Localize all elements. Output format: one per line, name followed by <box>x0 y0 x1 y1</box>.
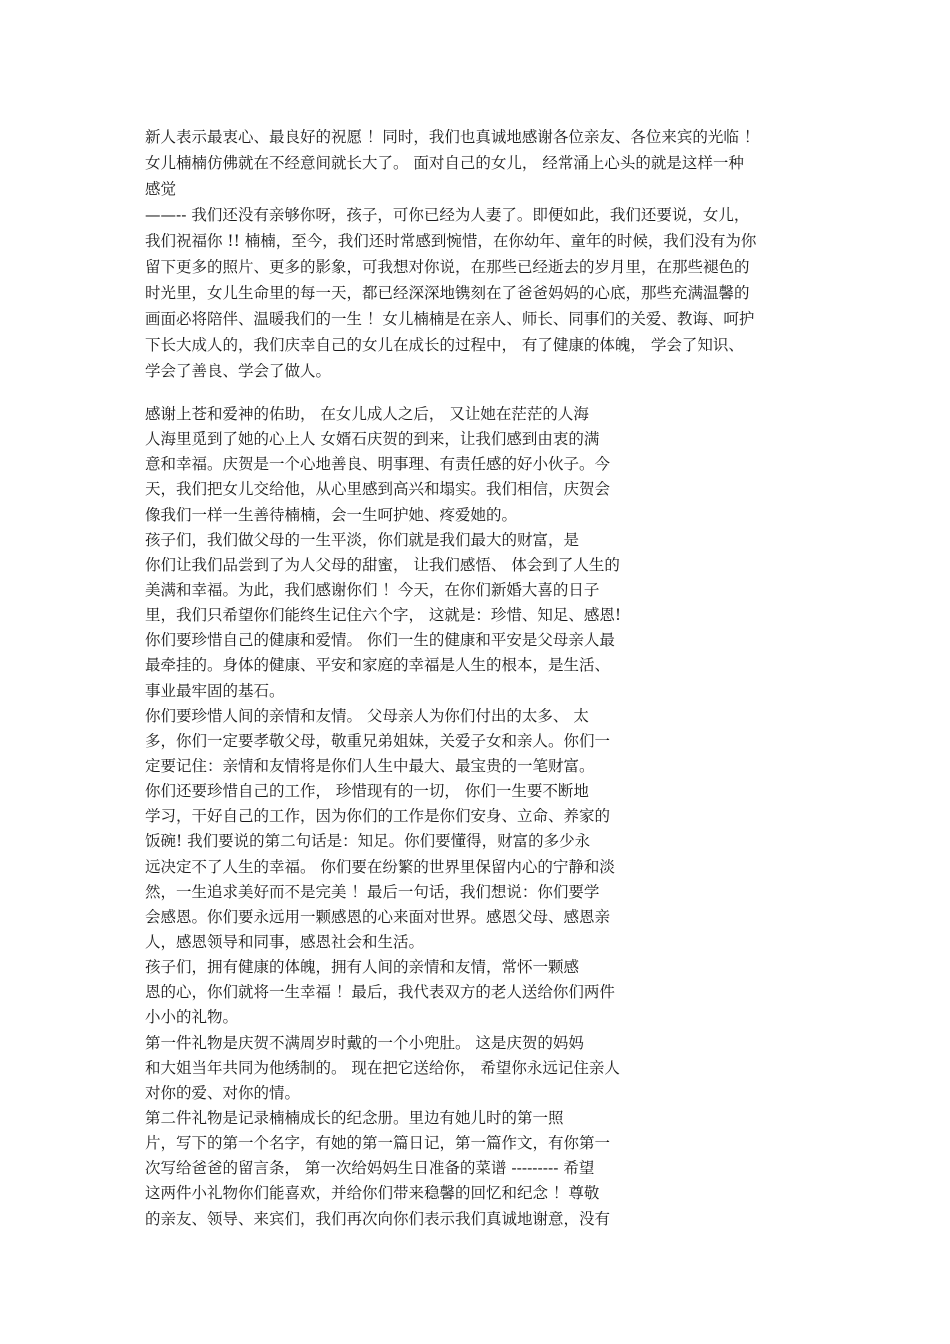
paragraph-1 <box>145 124 825 384</box>
text-line: 多，你们一定要孝敬父母，敬重兄弟姐妹，关爱子女和亲人。你们一 <box>145 731 611 750</box>
text-line: 人海里觅到了她的心上人 女婿石庆贺的到来，让我们感到由衷的满 <box>145 430 600 449</box>
text-line: 定要记住：亲情和友情将是你们人生中最大、最宝贵的一笔财富。 <box>145 756 595 775</box>
text-line: 饭碗! 我们要说的第二句话是：知足。你们要懂得，财富的多少永 <box>145 832 591 851</box>
text-line: 你们要珍惜自己的健康和爱情。 你们一生的健康和平安是父母亲人最 <box>145 631 615 650</box>
text-line: 远决定不了人生的幸福。 你们要在纷繁的世界里保留内心的宁静和淡 <box>145 857 615 876</box>
text-line: 片，写下的第一个名字，有她的第一篇日记，第一篇作文，有你第一 <box>145 1134 611 1153</box>
text-line: 感谢上苍和爱神的佑助， 在女儿成人之后， 又让她在茫茫的人海 <box>145 405 589 423</box>
text-line: 恩的心，你们就将一生幸福 ！最后，我代表双方的老人送给你们两件 <box>145 983 615 1002</box>
paragraph-2 <box>145 402 685 1232</box>
text-line: 对你的爱、对你的情。 <box>145 1083 301 1102</box>
text-line: 的亲友、领导、来宾们，我们再次向你们表示我们真诚地谢意，没有 <box>145 1209 611 1228</box>
text-line: 学会了善良、学会了做人。 <box>145 362 332 380</box>
text-line: 意和幸福。庆贺是一个心地善良、明事理、有责任感的好小伙子。今 <box>145 455 611 474</box>
text-line: 最牵挂的。身体的健康、平安和家庭的幸福是人生的根本，是生活、 <box>145 656 611 675</box>
text-line: 第二件礼物是记录楠楠成长的纪念册。里边有她儿时的第一照 <box>145 1108 564 1127</box>
text-line: 人，感恩领导和同事，感恩社会和生活。 <box>145 932 425 951</box>
text-line: 会感恩。你们要永远用一颗感恩的心来面对世界。感恩父母、感恩亲 <box>145 907 611 926</box>
text-line: 像我们一样一生善待楠楠，会一生呵护她、疼爱她的。 <box>145 505 518 524</box>
text-line: 和大姐当年共同为他绣制的。 现在把它送给你， 希望你永远记住亲人 <box>145 1058 620 1077</box>
text-line: 留下更多的照片、更多的影象，可我想对你说，在那些已经逝去的岁月里，在那些褪色的 <box>145 258 750 276</box>
text-line: ——-- 我们还没有亲够你呀，孩子，可你已经为人妻了。即便如此，我们还要说，女儿， <box>145 206 750 224</box>
text-line: 孩子们，拥有健康的体魄，拥有人间的亲情和友情，常怀一颗感 <box>145 958 580 977</box>
text-line: 次写给爸爸的留言条， 第一次给妈妈生日准备的菜谱 --------- 希望 <box>145 1159 595 1178</box>
text-line: 新人表示最衷心、最良好的祝愿 ！同时，我们也真诚地感谢各位亲友、各位来宾的光临 ！ <box>145 128 760 146</box>
text-line: 你们让我们品尝到了为人父母的甜蜜， 让我们感悟、 体会到了人生的 <box>145 555 620 574</box>
text-line: 时光里，女儿生命里的每一天，都已经深深地镌刻在了爸爸妈妈的心底，那些充满温馨的 <box>145 284 750 302</box>
text-line: 小小的礼物。 <box>145 1008 239 1027</box>
text-line: 我们祝福你 !! 楠楠，至今，我们还时常感到惋惜，在你幼年、童年的时候，我们没有为你 <box>145 232 757 250</box>
text-line: 里，我们只希望你们能终生记住六个字， 这就是：珍惜、知足、感恩! <box>145 606 622 625</box>
text-line: 你们要珍惜人间的亲情和友情。 父母亲人为你们付出的太多、 太 <box>145 706 589 725</box>
text-line: 下长大成人的，我们庆幸自己的女儿在成长的过程中， 有了健康的体魄， 学会了知识、 <box>145 336 744 354</box>
text-line: 学习，干好自己的工作，因为你们的工作是你们安身、立命、养家的 <box>145 807 611 826</box>
text-line: 然，一生追求美好而不是完美 ！最后一句话，我们想说：你们要学 <box>145 882 600 901</box>
text-line: 美满和幸福。为此，我们感谢你们 ！今天，在你们新婚大喜的日子 <box>145 580 600 599</box>
text-line: 天，我们把女儿交给他，从心里感到高兴和塌实。我们相信，庆贺会 <box>145 480 611 499</box>
text-line: 这两件小礼物你们能喜欢，并给你们带来稳馨的回忆和纪念 ！尊敬 <box>145 1184 600 1203</box>
text-line: 你们还要珍惜自己的工作， 珍惜现有的一切， 你们一生要不断地 <box>145 782 589 801</box>
text-line: 事业最牢固的基石。 <box>145 681 285 700</box>
text-line: 孩子们，我们做父母的一生平淡，你们就是我们最大的财富，是 <box>145 530 580 549</box>
text-line: 画面必将陪伴、温暖我们的一生 ！女儿楠楠是在亲人、师长、同事们的关爱、教诲、呵护 <box>145 310 755 328</box>
text-line: 第一件礼物是庆贺不满周岁时戴的一个小兜肚。 这是庆贺的妈妈 <box>145 1033 584 1052</box>
text-line: 女儿楠楠仿佛就在不经意间就长大了。 面对自己的女儿， 经常涌上心头的就是这样一种 <box>145 154 744 172</box>
text-line: 感觉 <box>145 180 177 198</box>
